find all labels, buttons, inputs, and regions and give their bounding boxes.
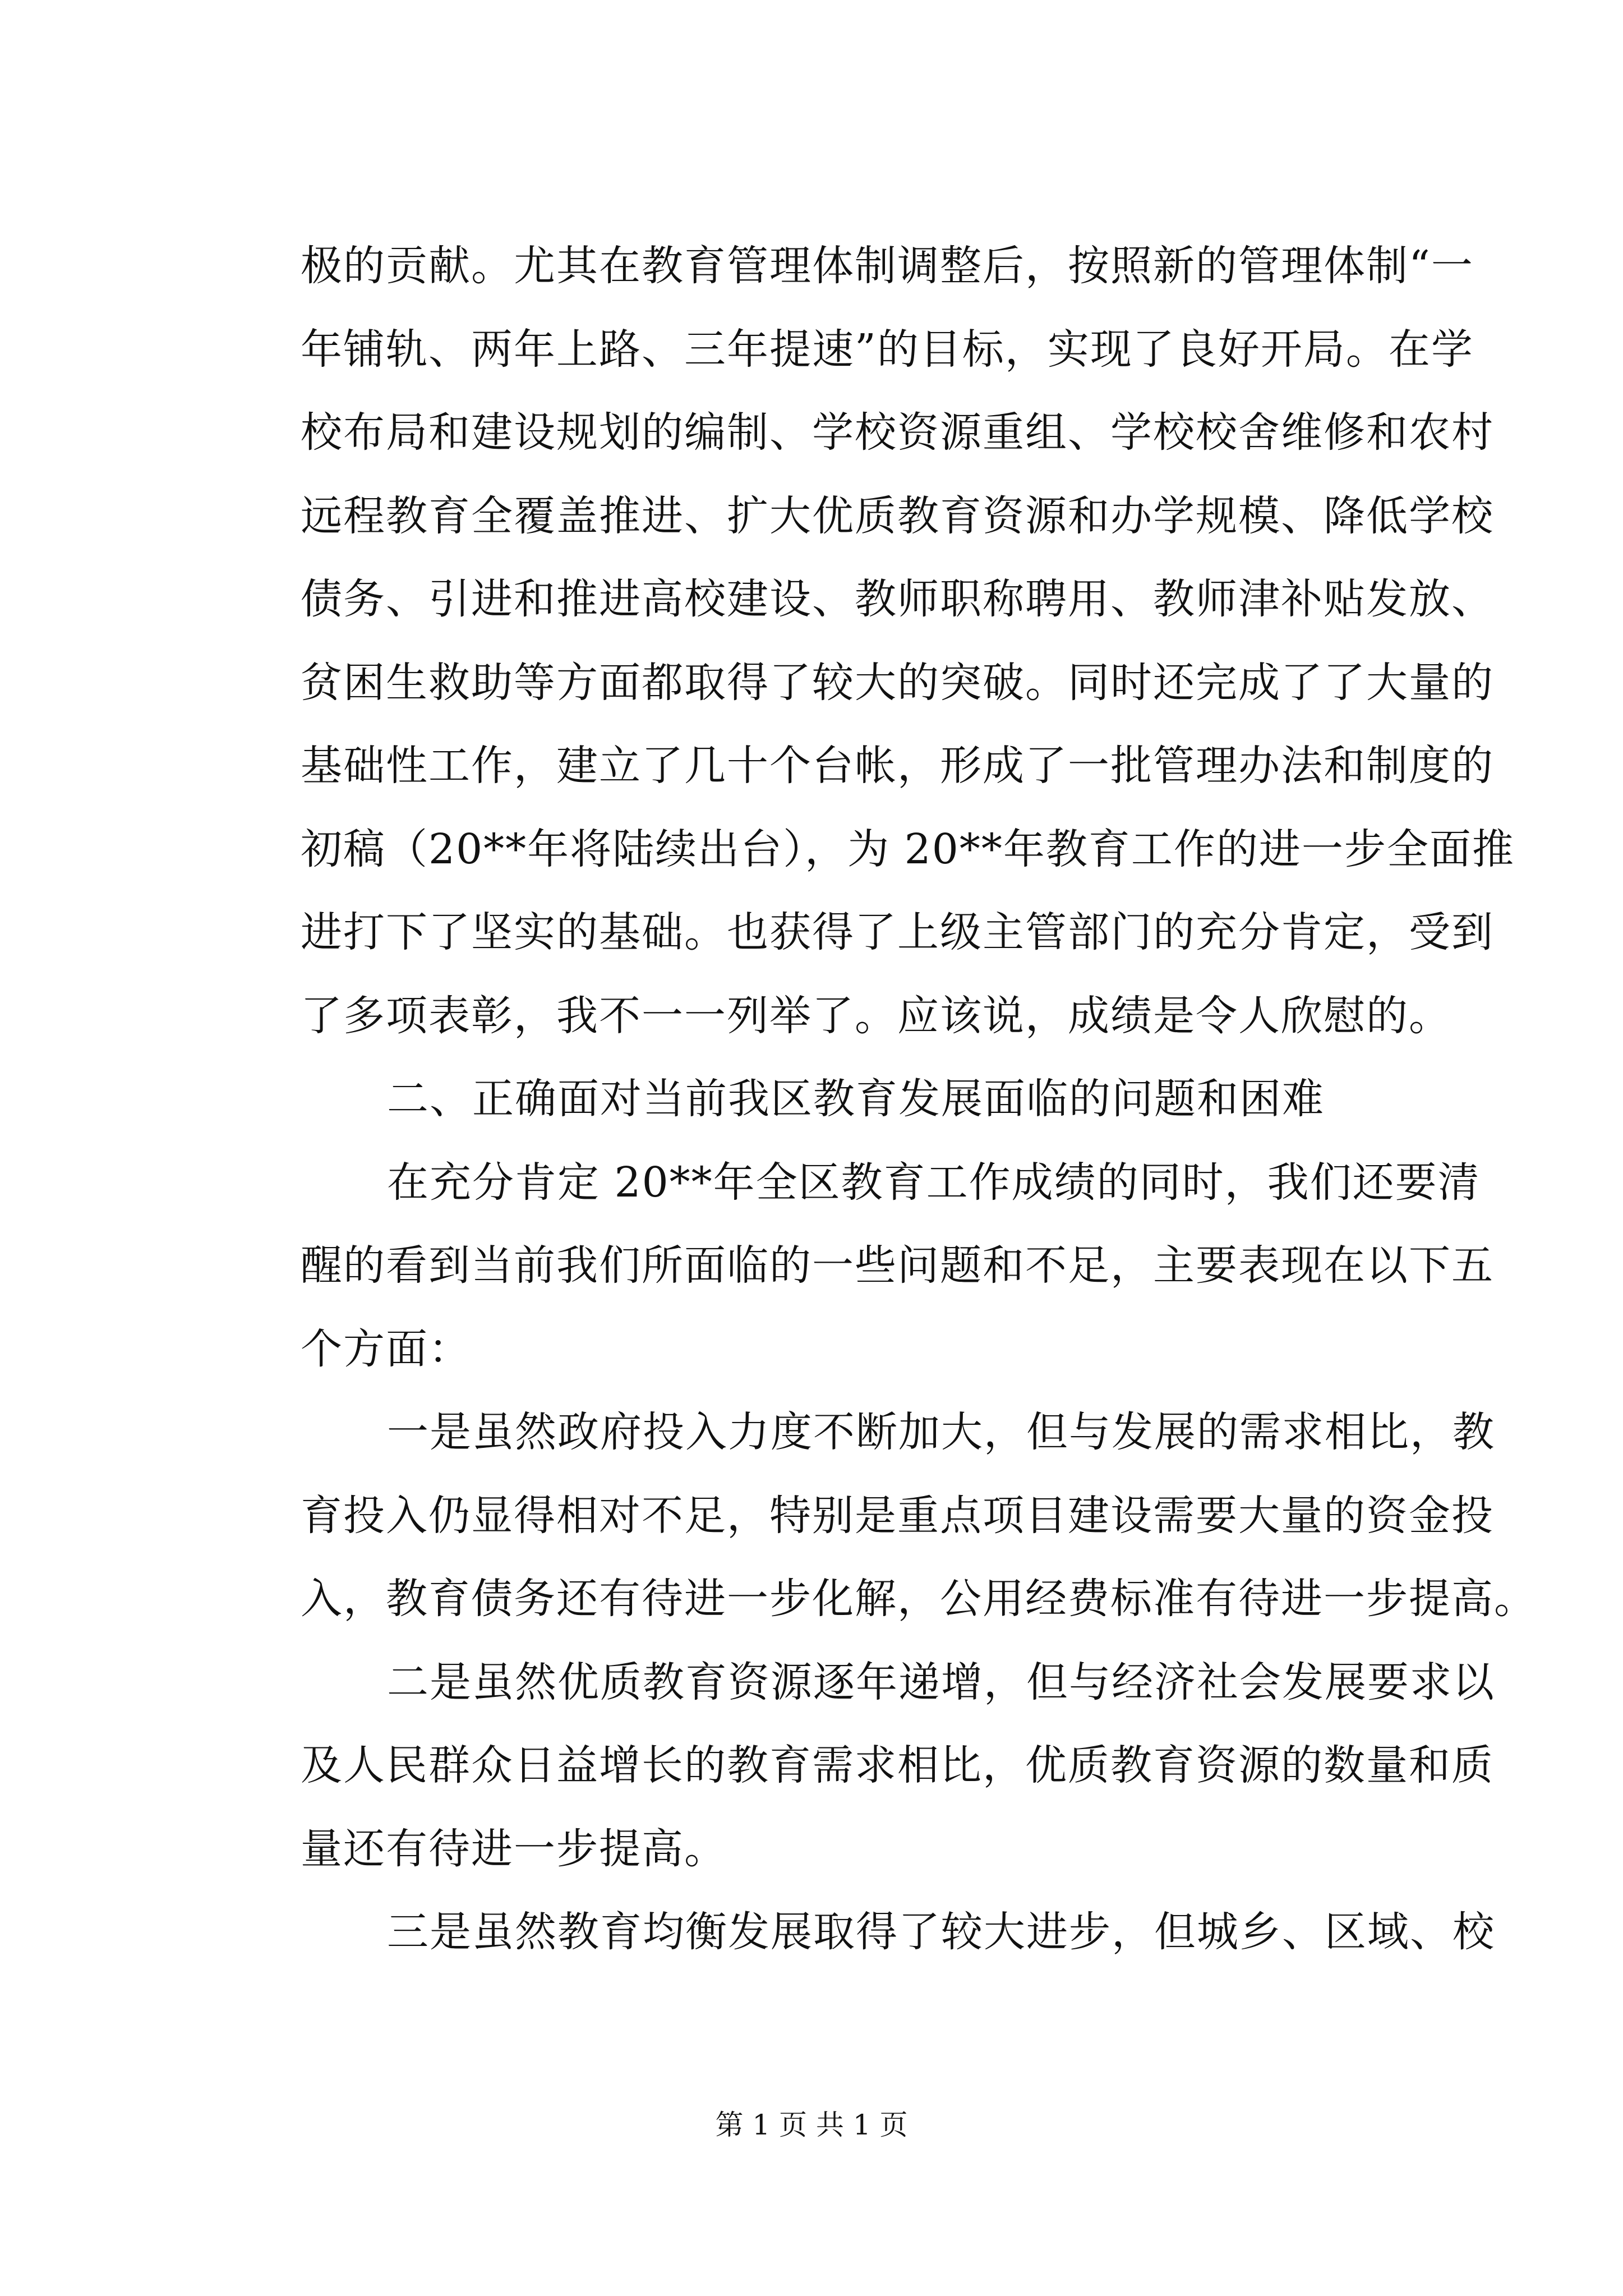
text-line: 个方面：	[301, 1324, 471, 1373]
text-line: 三是虽然教育均衡发展取得了较大进步，但城乡、区域、校	[387, 1908, 1495, 1956]
document-body	[301, 224, 1537, 1974]
text-line: 量还有待进一步提高。	[301, 1824, 727, 1873]
text-line: 在充分肯定 20**年全区教育工作成绩的同时，我们还要清	[387, 1158, 1481, 1207]
text-line: 极的贡献。尤其在教育管理体制调整后，按照新的管理体制“一	[301, 242, 1474, 290]
text-line: 及人民群众日益增长的教育需求相比，优质教育资源的数量和质	[301, 1741, 1494, 1789]
text-line: 了多项表彰，我不一一列举了。应该说，成绩是令人欣慰的。	[301, 991, 1451, 1040]
text-line: 贫困生救助等方面都取得了较大的突破。同时还完成了了大量的	[301, 658, 1494, 707]
text-line: 进打下了坚实的基础。也获得了上级主管部门的充分肯定，受到	[301, 908, 1494, 956]
text-line: 一是虽然政府投入力度不断加大，但与发展的需求相比，教	[387, 1408, 1495, 1456]
text-line: 初稿（20**年将陆续出台），为 20**年教育工作的进一步全面推	[301, 825, 1515, 873]
text-line: 校布局和建设规划的编制、学校资源重组、学校校舍维修和农村	[301, 408, 1494, 457]
text-line: 基础性工作，建立了几十个台帐，形成了一批管理办法和制度的	[301, 742, 1494, 790]
text-line: 债务、引进和推进高校建设、教师职称聘用、教师津补贴发放、	[301, 575, 1494, 623]
text-line: 育投入仍显得相对不足，特别是重点项目建设需要大量的资金投	[301, 1491, 1494, 1540]
text-line: 年铺轨、两年上路、三年提速”的目标，实现了良好开局。在学	[301, 325, 1474, 374]
text-line: 远程教育全覆盖推进、扩大优质教育资源和办学规模、降低学校	[301, 491, 1494, 540]
section-heading: 二、正确面对当前我区教育发展面临的问题和困难	[387, 1075, 1325, 1123]
page-footer: 第 1 页 共 1 页	[715, 2109, 908, 2141]
text-line: 二是虽然优质教育资源逐年递增，但与经济社会发展要求以	[387, 1658, 1495, 1706]
text-line: 醒的看到当前我们所面临的一些问题和不足，主要表现在以下五	[301, 1241, 1494, 1290]
text-line: 入，教育债务还有待进一步化解，公用经费标准有待进一步提高。	[301, 1575, 1537, 1623]
